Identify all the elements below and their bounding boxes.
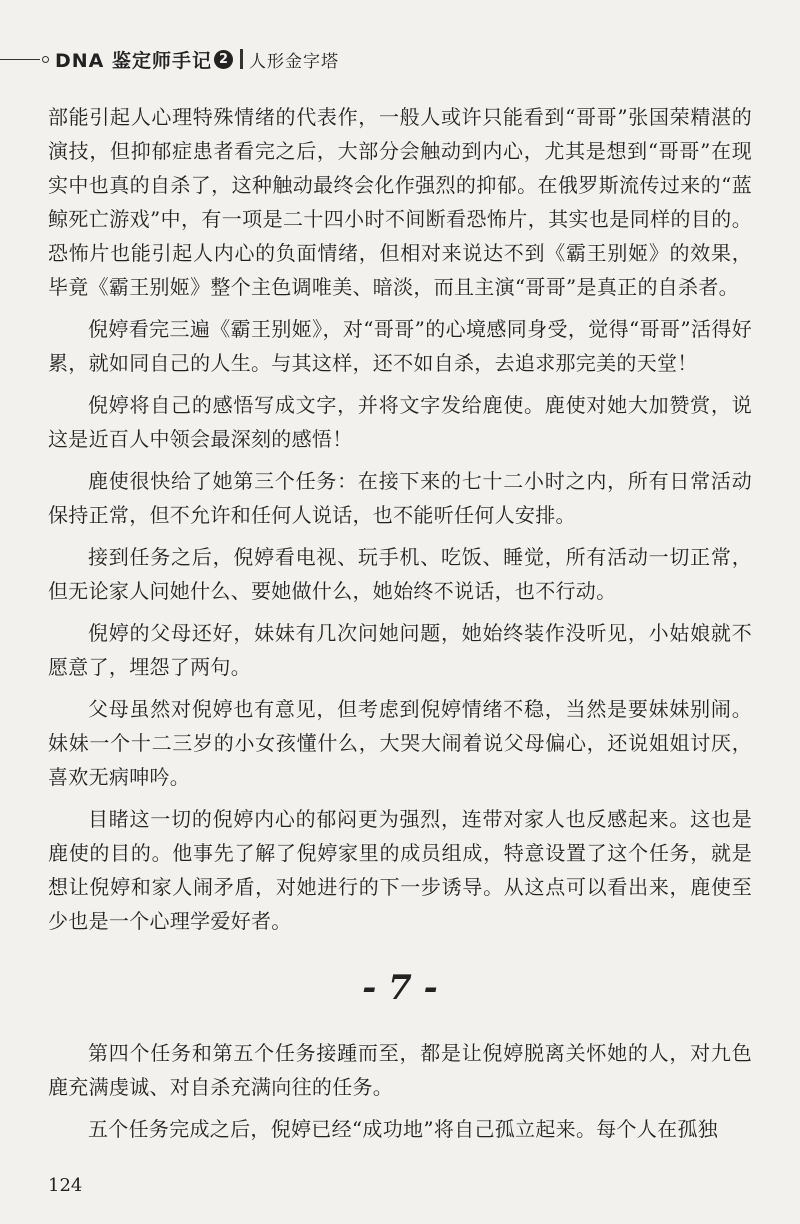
paragraph: 倪婷看完三遍《霸王别姬》，对“哥哥”的心境感同身受，觉得“哥哥”活得好累，就如同自己的人生。与其这样，还不如自杀，去追求那完美的天堂！ [48, 317, 752, 375]
book-subtitle: 人形金字塔 [249, 51, 339, 72]
paragraph: 五个任务完成之后，倪婷已经“成功地”将自己孤立起来。每个人在孤独 [88, 1117, 719, 1141]
paragraph: 目睹这一切的倪婷内心的郁闷更为强烈，连带对家人也反感起来。这也是鹿使的目的。他事先了解了倪婷家里的成员组成，特意设置了这个任务，就是想让倪婷和家人闹矛盾，对她进行的下一步诱导。从这点可以看出来，鹿使至少也是一个心理学爱好者。 [48, 807, 752, 933]
page-number: 124 [48, 1175, 83, 1196]
body-text-bottom [48, 1036, 752, 1154]
volume-number-badge: 2 [214, 50, 233, 69]
header-separator [240, 49, 243, 69]
paragraph: 接到任务之后，倪婷看电视、玩手机、吃饭、睡觉，所有活动一切正常，但无论家人问她什么、要她做什么，她始终不说话，也不行动。 [48, 545, 752, 603]
section-number: - 7 - [362, 968, 438, 1008]
paragraph: 鹿使很快给了她第三个任务：在接下来的七十二小时之内，所有日常活动保持正常，但不允许和任何人说话，也不能听任何人安排。 [48, 469, 752, 527]
body-text-top [48, 100, 752, 946]
paragraph: 父母虽然对倪婷也有意见，但考虑到倪婷情绪不稳，当然是要妹妹别闹。妹妹一个十二三岁的小女孩懂什么，大哭大闹着说父母偏心，还说姐姐讨厌，喜欢无病呻吟。 [48, 697, 752, 789]
running-header [0, 44, 339, 74]
paragraph: 倪婷的父母还好，妹妹有几次问她问题，她始终装作没听见，小姑娘就不愿意了，埋怨了两句。 [48, 621, 752, 679]
header-circle-icon [42, 56, 49, 63]
paragraph: 部能引起人心理特殊情绪的代表作，一般人或许只能看到“哥哥”张国荣精湛的演技，但抑郁症患者看完之后，大部分会触动到内心，尤其是想到“哥哥”在现实中也真的自杀了，这种触动最终会化作强烈的抑郁。在俄罗斯流传过来的“蓝鲸死亡游戏”中，有一项是二十四小时不间断看恐怖片，其实也是同样的目的。恐怖片也能引起人内心的负面情绪，但相对来说达不到《霸王别姬》的效果，毕竟《霸王别姬》整个主色调唯美、暗淡，而且主演“哥哥”是真正的自杀者。 [48, 105, 752, 299]
book-title: DNA 鉴定师手记 [55, 49, 212, 72]
paragraph: 倪婷将自己的感悟写成文字，并将文字发给鹿使。鹿使对她大加赞赏，说这是近百人中领会最深刻的感悟！ [48, 393, 752, 451]
header-rule [0, 59, 40, 60]
paragraph: 第四个任务和第五个任务接踵而至，都是让倪婷脱离关怀她的人，对九色鹿充满虔诚、对自杀充满向往的任务。 [48, 1041, 752, 1099]
